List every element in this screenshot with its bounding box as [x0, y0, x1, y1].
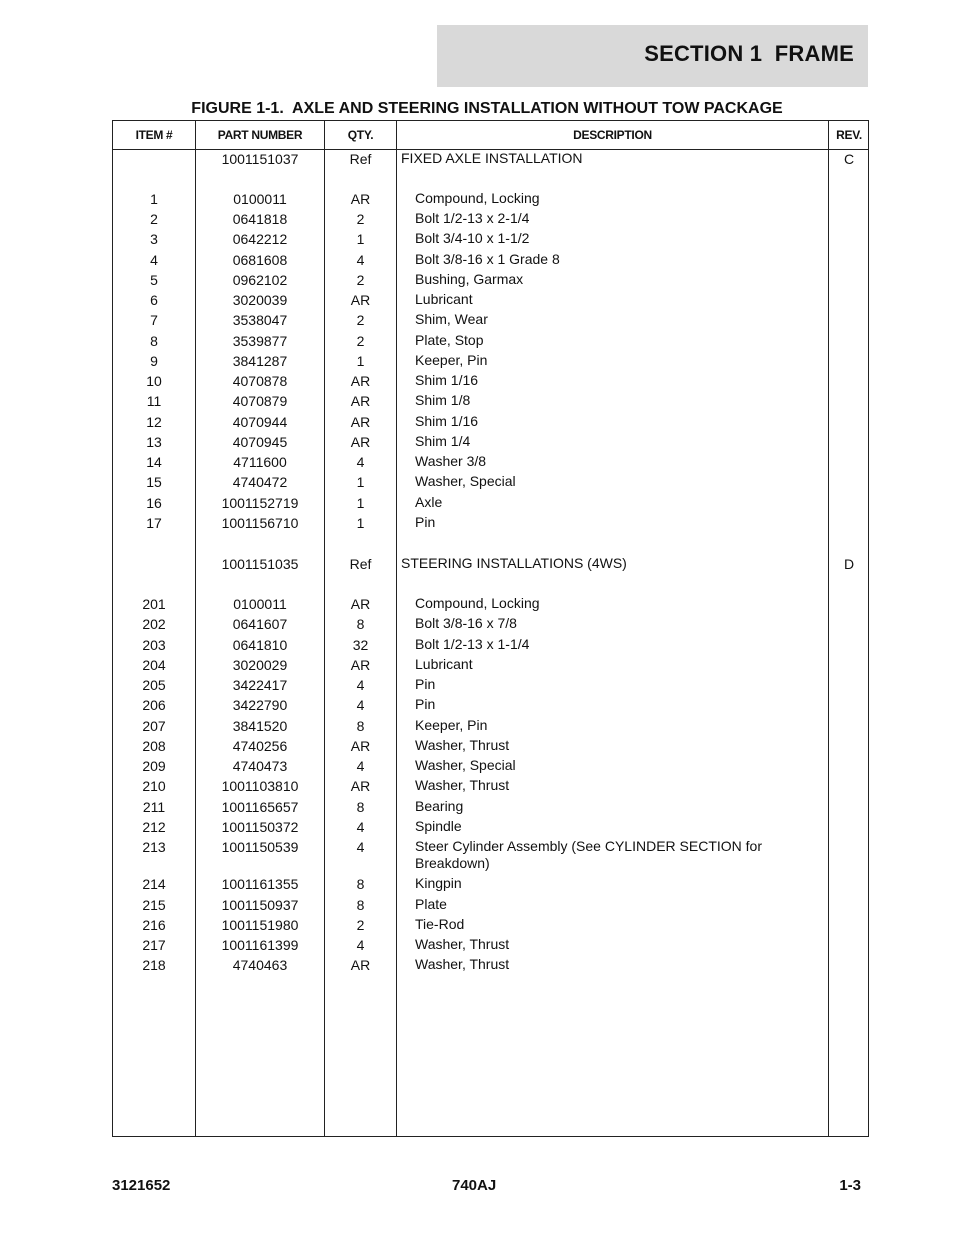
qty-cell: 4 [356, 937, 365, 953]
description-cell: Pin [415, 514, 436, 530]
description-cell: Pin [415, 676, 436, 692]
qty-cell: AR [350, 414, 371, 430]
item-cell: 1 [150, 191, 158, 207]
table-row [113, 230, 868, 248]
part-number-cell: 0641810 [232, 637, 288, 653]
qty-cell: 2 [356, 272, 365, 288]
part-number-cell: 4740256 [232, 738, 288, 754]
item-cell: 17 [146, 515, 162, 531]
part-number-cell: 1001161355 [221, 876, 299, 892]
header-part-number: PART NUMBER [217, 128, 303, 142]
table-row [113, 150, 868, 168]
part-number-cell: 1001151980 [221, 917, 299, 933]
part-number-cell: 1001103810 [221, 778, 299, 794]
qty-cell: 8 [356, 799, 365, 815]
item-cell: 206 [142, 697, 166, 713]
part-number-cell: 4070945 [232, 434, 288, 450]
qty-cell: AR [350, 957, 371, 973]
description-cell: Tie-Rod [415, 916, 465, 932]
description-cell: Bearing [415, 798, 464, 814]
description-cell: Bushing, Garmax [415, 271, 524, 287]
table-row [113, 271, 868, 289]
description-cell: Bolt 1/2-13 x 1-1/4 [415, 636, 530, 652]
item-cell: 12 [146, 414, 162, 430]
qty-cell: Ref [349, 151, 372, 167]
qty-cell: AR [350, 292, 371, 308]
description-cell: STEERING INSTALLATIONS (4WS) [401, 555, 627, 571]
item-cell: 218 [142, 957, 166, 973]
description-cell: Washer 3/8 [415, 453, 487, 469]
table-row [113, 555, 868, 573]
item-cell: 204 [142, 657, 166, 673]
part-number-cell: 4740473 [232, 758, 288, 774]
header-item: ITEM # [135, 128, 173, 142]
header-description: DESCRIPTION [573, 128, 652, 142]
qty-cell: 4 [356, 677, 365, 693]
table-row [113, 696, 868, 714]
table-row [113, 717, 868, 735]
table-row [113, 737, 868, 755]
section-title: SECTION 1 FRAME [644, 41, 854, 66]
qty-cell: 8 [356, 876, 365, 892]
qty-cell: AR [350, 434, 371, 450]
description-cell: Washer, Thrust [415, 936, 510, 952]
item-cell: 9 [150, 353, 158, 369]
qty-cell: 4 [356, 758, 365, 774]
item-cell: 212 [142, 819, 166, 835]
item-cell: 3 [150, 231, 158, 247]
qty-cell: AR [350, 738, 371, 754]
footer-page-number: 1-3 [839, 1177, 861, 1194]
rev-cell: C [843, 151, 855, 167]
description-cell: Spindle [415, 818, 462, 834]
part-number-cell: 0642212 [232, 231, 288, 247]
part-number-cell: 1001150372 [221, 819, 299, 835]
table-row [113, 798, 868, 816]
description-cell: Shim, Wear [415, 311, 488, 327]
item-cell: 10 [146, 373, 162, 389]
part-number-cell: 1001161399 [221, 937, 299, 953]
description-cell: Washer, Thrust [415, 777, 510, 793]
item-cell: 6 [150, 292, 158, 308]
description-cell: Shim 1/16 [415, 372, 479, 388]
description-cell: Washer, Special [415, 473, 516, 489]
table-row [113, 916, 868, 934]
part-number-cell: 3538047 [232, 312, 288, 328]
table-row [113, 615, 868, 633]
item-cell: 209 [142, 758, 166, 774]
qty-cell: 4 [356, 454, 365, 470]
table-row [113, 896, 868, 914]
qty-cell: Ref [349, 556, 372, 572]
part-number-cell: 1001151037 [221, 151, 299, 167]
table-row [113, 453, 868, 471]
table-row [113, 494, 868, 512]
item-cell: 2 [150, 211, 158, 227]
description-cell: Shim 1/4 [415, 433, 471, 449]
description-cell: Washer, Special [415, 757, 516, 773]
part-number-cell: 0641818 [232, 211, 288, 227]
table-row [113, 936, 868, 954]
description-cell: Bolt 3/8-16 x 1 Grade 8 [415, 251, 560, 267]
description-cell: Compound, Locking [415, 595, 540, 611]
part-number-cell: 4711600 [233, 454, 287, 470]
table-row [113, 433, 868, 451]
description-cell: Plate, Stop [415, 332, 484, 348]
description-cell: Shim 1/16 [415, 413, 479, 429]
item-cell: 215 [142, 897, 166, 913]
table-row [113, 777, 868, 795]
table-row [113, 473, 868, 491]
table-row [113, 190, 868, 208]
description-cell: Steer Cylinder Assembly (See CYLINDER SECTION for Breakdown) [415, 838, 762, 871]
description-cell: Kingpin [415, 875, 462, 891]
qty-cell: 2 [356, 312, 365, 328]
part-number-cell: 0100011 [233, 191, 287, 207]
qty-cell: AR [350, 373, 371, 389]
item-cell: 214 [142, 876, 166, 892]
description-cell: Bolt 3/8-16 x 7/8 [415, 615, 517, 631]
part-number-cell: 3422417 [232, 677, 288, 693]
table-row [113, 251, 868, 269]
table-row [113, 413, 868, 431]
item-cell: 210 [142, 778, 166, 794]
item-cell: 15 [146, 474, 162, 490]
item-cell: 217 [142, 937, 166, 953]
part-number-cell: 0641607 [232, 616, 288, 632]
table-row [113, 956, 868, 974]
table-row [113, 372, 868, 390]
section-banner [437, 25, 868, 87]
description-cell: Shim 1/8 [415, 392, 471, 408]
table-row [113, 514, 868, 532]
footer-model: 740AJ [452, 1177, 497, 1194]
description-cell: Axle [415, 494, 443, 510]
qty-cell: AR [350, 191, 371, 207]
qty-cell: 8 [356, 718, 365, 734]
item-cell: 16 [146, 495, 162, 511]
qty-cell: 1 [356, 495, 365, 511]
qty-cell: 8 [356, 897, 365, 913]
part-number-cell: 4070878 [232, 373, 288, 389]
qty-cell: 2 [356, 211, 365, 227]
description-cell: Bolt 3/4-10 x 1-1/2 [415, 230, 530, 246]
table-row [113, 210, 868, 228]
item-cell: 211 [142, 799, 166, 815]
header-rev: REV. [836, 128, 862, 142]
part-number-cell: 1001152719 [221, 495, 299, 511]
item-cell: 208 [142, 738, 166, 754]
part-number-cell: 3020029 [232, 657, 288, 673]
qty-cell: 32 [352, 637, 369, 653]
qty-cell: 1 [356, 353, 365, 369]
item-cell: 201 [142, 596, 166, 612]
description-cell: FIXED AXLE INSTALLATION [401, 150, 583, 166]
qty-cell: AR [350, 778, 371, 794]
parts-table [112, 120, 869, 1137]
footer-doc-number: 3121652 [112, 1177, 171, 1194]
description-cell: Keeper, Pin [415, 717, 488, 733]
table-row [113, 875, 868, 893]
item-cell: 213 [142, 839, 166, 855]
part-number-cell: 4740463 [232, 957, 288, 973]
table-row [113, 676, 868, 694]
qty-cell: 4 [356, 252, 365, 268]
item-cell: 203 [142, 637, 166, 653]
item-cell: 11 [146, 393, 162, 409]
item-cell: 202 [142, 616, 166, 632]
part-number-cell: 3841520 [232, 718, 288, 734]
description-cell: Washer, Thrust [415, 956, 510, 972]
table-row [113, 332, 868, 350]
qty-cell: 4 [356, 839, 365, 855]
qty-cell: AR [350, 596, 371, 612]
part-number-cell: 1001156710 [221, 515, 299, 531]
part-number-cell: 3841287 [232, 353, 288, 369]
qty-cell: 8 [356, 616, 365, 632]
table-row [113, 392, 868, 410]
item-cell: 8 [150, 333, 158, 349]
table-row [113, 311, 868, 329]
figure-title: FIGURE 1-1. AXLE AND STEERING INSTALLATION WITHOUT TOW PACKAGE [191, 100, 783, 117]
table-row [113, 291, 868, 309]
part-number-cell: 0100011 [233, 596, 287, 612]
description-cell: Washer, Thrust [415, 737, 510, 753]
description-cell: Lubricant [415, 656, 473, 672]
item-cell: 5 [150, 272, 158, 288]
qty-cell: 4 [356, 819, 365, 835]
qty-cell: AR [350, 657, 371, 673]
description-cell: Keeper, Pin [415, 352, 488, 368]
table-row [113, 595, 868, 613]
description-cell: Plate [415, 896, 447, 912]
part-number-cell: 0681608 [232, 252, 288, 268]
rev-cell: D [843, 556, 855, 572]
item-cell: 14 [146, 454, 162, 470]
item-cell: 13 [146, 434, 162, 450]
part-number-cell: 0962102 [232, 272, 288, 288]
part-number-cell: 3422790 [232, 697, 288, 713]
qty-cell: 1 [356, 231, 365, 247]
table-row [113, 818, 868, 836]
part-number-cell: 1001150937 [221, 897, 299, 913]
qty-cell: 2 [356, 333, 365, 349]
description-cell: Bolt 1/2-13 x 2-1/4 [415, 210, 530, 226]
part-number-cell: 1001150539 [221, 839, 299, 855]
part-number-cell: 1001151035 [221, 556, 299, 572]
part-number-cell: 4070944 [232, 414, 288, 430]
qty-cell: 2 [356, 917, 365, 933]
qty-cell: AR [350, 393, 371, 409]
part-number-cell: 4070879 [232, 393, 288, 409]
qty-cell: 4 [356, 697, 365, 713]
part-number-cell: 3539877 [232, 333, 288, 349]
description-cell: Lubricant [415, 291, 473, 307]
description-cell: Pin [415, 696, 436, 712]
table-row [113, 757, 868, 775]
description-cell: Compound, Locking [415, 190, 540, 206]
part-number-cell: 1001165657 [221, 799, 299, 815]
table-row [113, 656, 868, 674]
item-cell: 4 [150, 252, 158, 268]
item-cell: 207 [142, 718, 166, 734]
item-cell: 216 [142, 917, 166, 933]
table-row [113, 352, 868, 370]
part-number-cell: 3020039 [232, 292, 288, 308]
qty-cell: 1 [356, 474, 365, 490]
table-row [113, 838, 868, 871]
header-qty: QTY. [347, 128, 374, 142]
table-row [113, 636, 868, 654]
item-cell: 7 [150, 312, 158, 328]
part-number-cell: 4740472 [232, 474, 288, 490]
item-cell: 205 [142, 677, 166, 693]
qty-cell: 1 [356, 515, 365, 531]
